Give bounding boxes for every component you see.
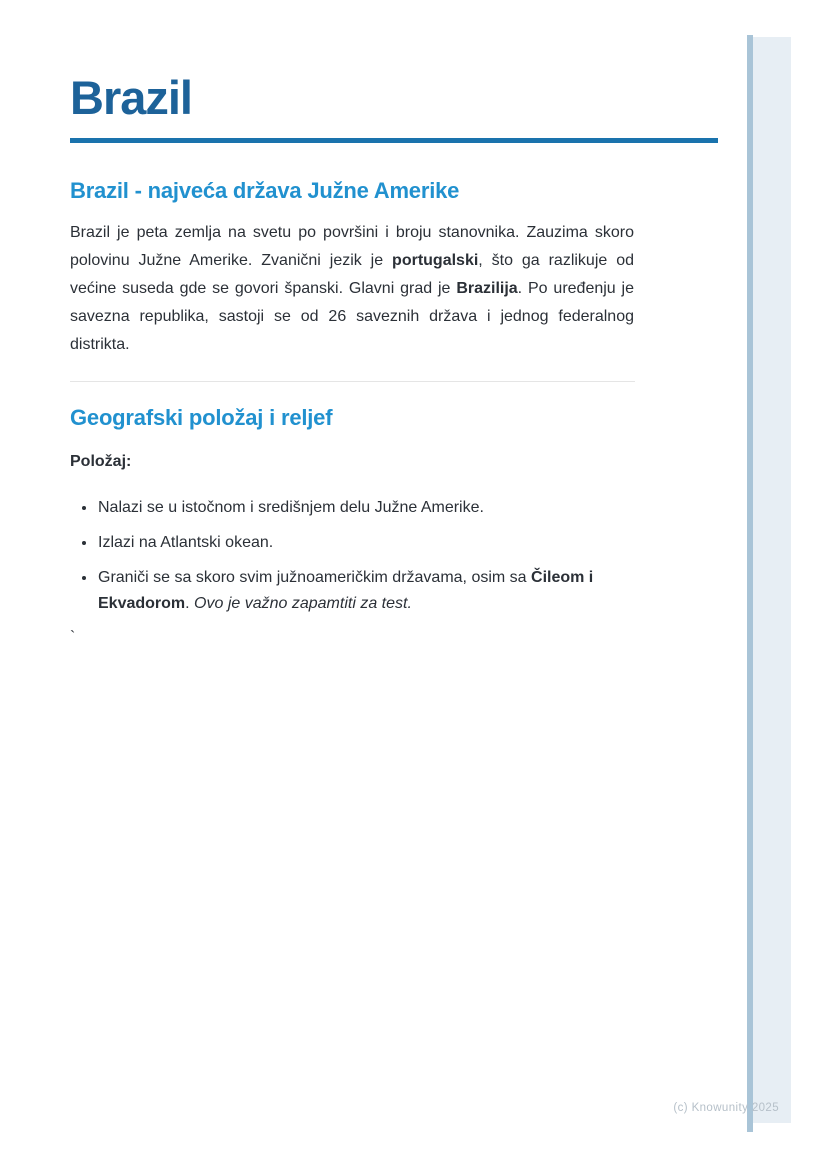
copyright-footer: (c) Knowunity 2025: [673, 1102, 779, 1114]
italic-note: Ovo je važno zapamtiti za test.: [194, 595, 412, 612]
paragraph-text: , što ga razlikuje od većine suseda gde se govori španski. Glavni grad je: [70, 252, 634, 297]
list-item-text: Graniči se sa skoro svim južnoameričkim državama, osim sa: [98, 569, 532, 586]
section-heading-intro: Brazil - najveća država Južne Amerike: [70, 178, 460, 203]
document-title: Brazil: [70, 71, 192, 124]
polozaj-label: Položaj:: [70, 453, 132, 470]
list-item-text: Nalazi se u istočnom i središnjem delu Južne Amerike.: [98, 499, 484, 516]
title-underline: [70, 138, 718, 143]
section-heading-geography: Geografski položaj i reljef: [70, 405, 333, 430]
stray-backtick: `: [70, 629, 76, 646]
bold-term-capital: Brazilija: [456, 280, 518, 297]
paragraph-text: Brazil je peta zemlja na svetu po površini i broju stanovnika. Zauzima skoro polovinu Južne Amerike. Zvanični jezik je: [70, 224, 634, 269]
paragraph-text: . Po uređenju je savezna republika, sastoji se od 26 saveznih država i jednog federalnog distrikta.: [70, 280, 635, 353]
list-item: [97, 565, 634, 617]
bold-term-countries: Čileom i Ekvadorom: [98, 569, 594, 612]
list-item: [97, 530, 634, 556]
intro-paragraph: [70, 219, 634, 359]
document-content: [70, 0, 718, 650]
list-item: [97, 495, 634, 521]
list-item-text: .: [185, 595, 195, 612]
sidebar-panel: [753, 37, 791, 1123]
list-item-text: Izlazi na Atlantski okean.: [98, 534, 274, 551]
bold-term-language: portugalski: [392, 252, 479, 269]
bullet-list: [70, 495, 634, 617]
section-divider: [70, 381, 635, 382]
